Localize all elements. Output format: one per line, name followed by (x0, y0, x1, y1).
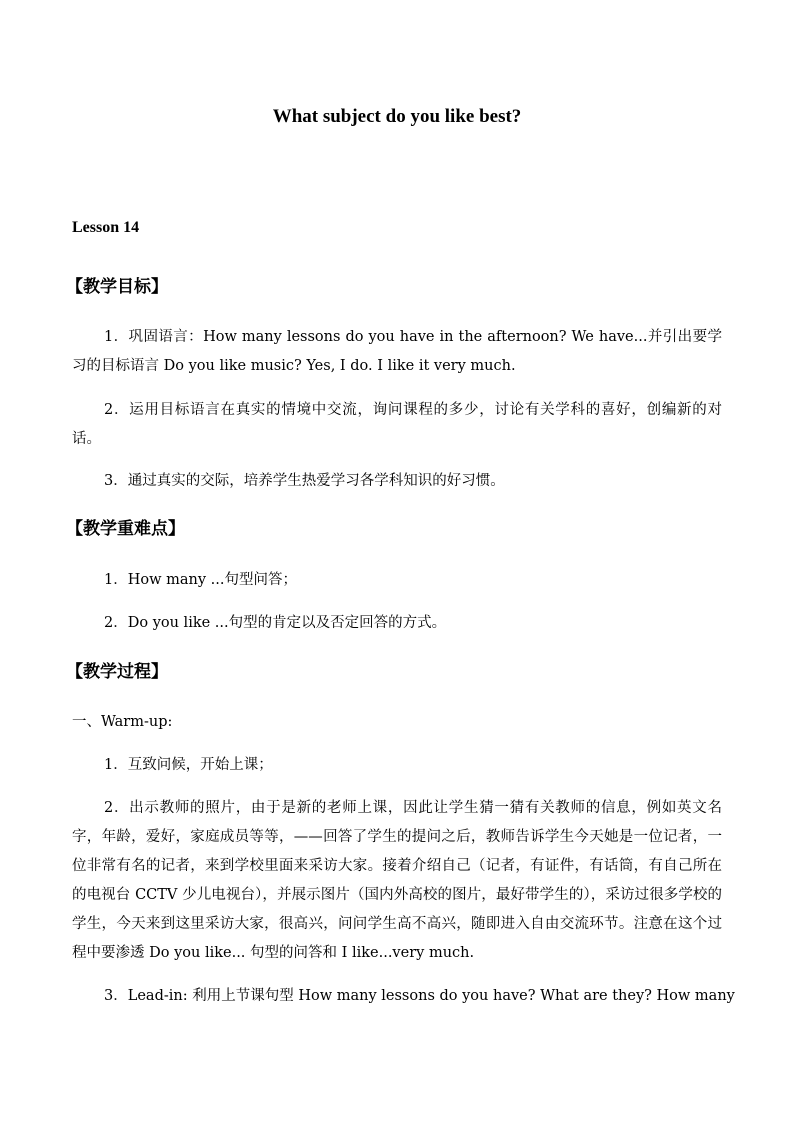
keypoint-item-1: 1．How many ...句型问答； (104, 572, 297, 588)
objectives-heading: 【教学目标】 (66, 277, 168, 297)
objective-item-2: 2．运用目标语言在真实的情境中交流，询问课程的多少，讨论有关学科的喜好，创编新的对话。 (72, 402, 722, 447)
keypoints-heading: 【教学重难点】 (66, 519, 185, 539)
process-item-2: 2．出示教师的照片，由于是新的老师上课，因此让学生猜一猜有关教师的信息，例如英文名字，年龄，爱好，家庭成员等等，——回答了学生的提问之后，教师告诉学生今天她是一位记者，一位非常有名的记者，来到学校里面来采访大家。接着介绍自己（记者，有证件，有话筒，有自己所在的电视台 CCTV 少儿电视台），并展示图片（国内外高校的图片，最好带学生的），采访过很多学校的学生，今天来到这里采访大家，很高兴，问问学生高不高兴，随即进入自由交流环节。注意在这个过程中要渗透 Do you like... 句型的问答和 I like...very much. (72, 800, 722, 961)
objective-item-3: 3．通过真实的交际，培养学生热爱学习各学科知识的好习惯。 (104, 473, 505, 489)
document-title: What subject do you like best? (272, 106, 522, 127)
process-item-1: 1．互致问候，开始上课； (104, 757, 273, 773)
keypoint-item-2: 2．Do you like ...句型的肯定以及否定回答的方式。 (104, 615, 447, 631)
process-heading: 【教学过程】 (66, 662, 168, 682)
lesson-label: Lesson 14 (72, 219, 140, 236)
objective-item-1: 1．巩固语言：How many lessons do you have in the afternoon? We have...并引出要学习的目标语言 Do you like music? Yes, I do. I like it very much. (72, 329, 722, 374)
process-item-3: 3．Lead-in: 利用上节课句型 How many lessons do you have? What are they? How many (104, 988, 735, 1004)
warmup-label: 一、Warm-up: (72, 714, 173, 730)
